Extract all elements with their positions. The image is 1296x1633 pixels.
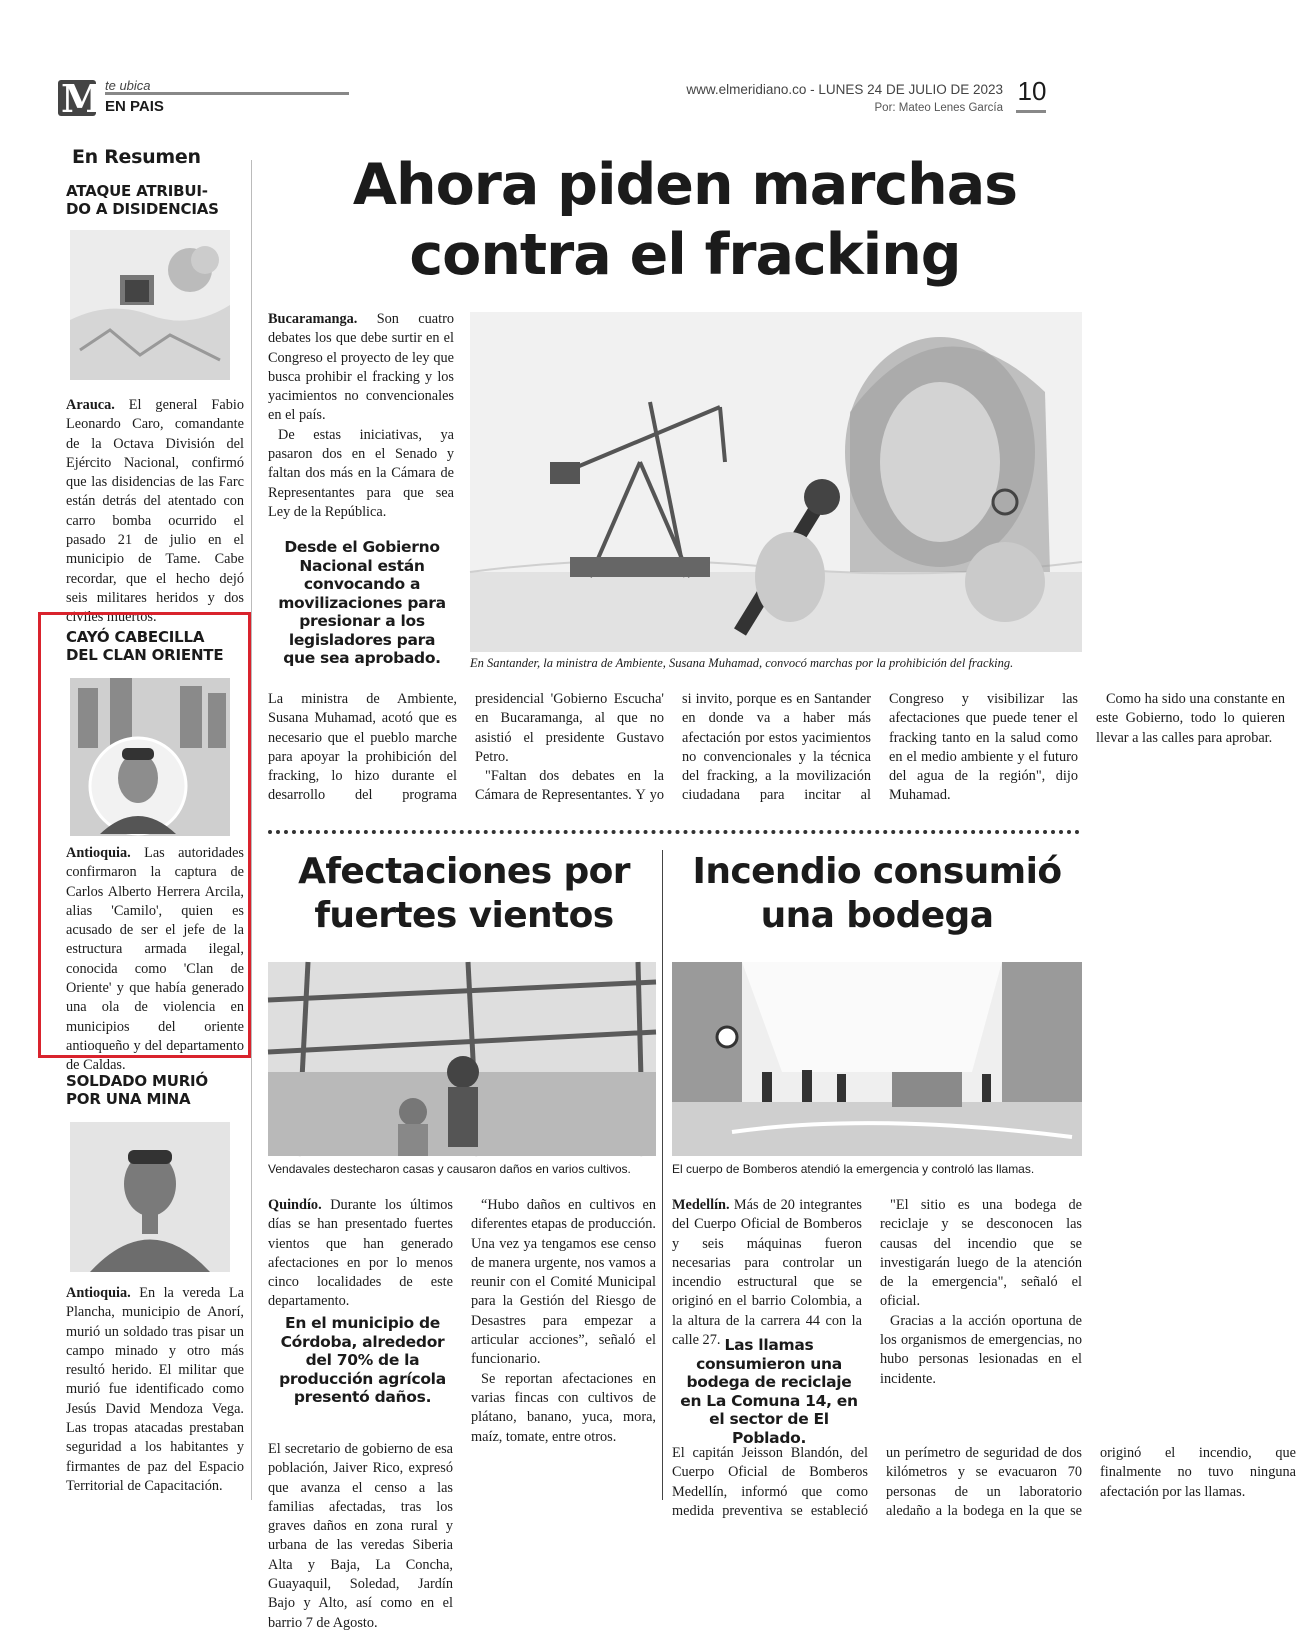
main-pull-quote: Desde el Gobierno Nacional están convocando a movilizaciones para presionar a los legisladores para que sea aprobado.: [278, 538, 446, 667]
page-number: 10: [1017, 76, 1047, 106]
fire-lead: Medellín.: [672, 1197, 730, 1213]
sidebar: [58, 142, 250, 1502]
winds-p1: Durante los últimos días se han presentado fuertes vientos que han generado afectaciones en por lo menos cinco localidades de este departamento.: [268, 1197, 453, 1310]
winds-p2-start: El secretario de gobierno de esa población, Jaiver Rico, expresó que avanza el censo a las familias afectadas, tras los graves daños en zona rural y urbana de las veredas Siberia Alta y Baja, La Concha, Guayaquil, Soledad, Jardín Bajo y Alto, así como en el barrio 7 de Agosto.: [268, 1441, 453, 1631]
story-divider: [662, 850, 663, 1500]
minister-and-pumpjack-image: [470, 312, 1082, 652]
fire-p4: Gracias a la acción oportuna de los organismos de emergencias, no hubo personas lesionadas en el incidente.: [880, 1312, 1082, 1387]
brief-photo-blast-site: [70, 230, 230, 380]
dateline: www.elmeridiano.co - LUNES 24 DE JULIO DE 2023: [686, 82, 1003, 97]
winds-photo: [268, 962, 656, 1156]
brief-body: [66, 396, 244, 628]
fire-body-col2: [880, 1196, 1082, 1389]
masthead: [58, 78, 1098, 120]
winds-body-col1: [268, 1440, 453, 1631]
section-name: EN PAIS: [105, 98, 164, 115]
brief-photo-soldier: [70, 1122, 230, 1272]
winds-p4: Se reportan afectaciones en varias fincas con cultivos de plátano, banano, yuca, mora, maíz, tomate, entre otros.: [471, 1370, 656, 1445]
fire-p3: "El sitio es una bodega de reciclaje y se desconocen las causas del incendio que se investigarán luego de la atención de la emergencia", señaló el oficial.: [880, 1197, 1082, 1310]
fire-intro: [672, 1196, 862, 1350]
brief-text: En la vereda La Plancha, municipio de Anorí, murió un soldado tras pisar un campo minado y otro más resultó herido. El militar que murió fue identificado como Jesús David Mendoza Vega. Las tropas atacadas prestaban seguridad a los habitantes y firmantes de paz del Espacio Territorial de Capacitación.: [66, 1285, 244, 1494]
burning-warehouse-image: [672, 962, 1082, 1156]
fire-body: [672, 1444, 1296, 1524]
winds-headline: Afectaciones por fuertes vientos: [298, 851, 630, 936]
main-body-p3: Como ha sido una constante en este Gobierno, todo lo quieren llevar a las calles para aprobar.: [1096, 691, 1285, 746]
main-headline: Ahora piden marchas contra el fracking: [352, 152, 1018, 288]
main-intro-p2: De estas iniciativas, ya pasaron dos en el Senado y faltan dos más en la Cámara de Representantes para que sea Ley de la República.: [268, 426, 454, 520]
winds-lead: Quindío.: [268, 1197, 322, 1213]
main-body-p1: La ministra de Ambiente, Susana Muhamad, acotó que es necesario que el pueblo marche para apoyar la prohibición del fracking, lo hizo durante el desarrollo del programa presidencial 'Gobierno Escucha' en Bucaramanga, al que no asistió el presidente Gustavo Petro.: [268, 691, 664, 804]
fire-headline: Incendio consumió una bodega: [692, 851, 1062, 936]
main-body-p2: "Faltan dos debates en la Cámara de Representantes. Y yo si invito, porque es en Santander en donde va a haber más afectación por estos yacimientos no convencionales y la técnica del fracking, a la movilización ciudadana para incitar al Congreso y visibilizar las afectaciones que puede tener el fracking tanto en la salud como en el medio ambiente y el futuro del agua de la región", dijo Muhamad.: [475, 691, 1078, 804]
section-rule: [105, 92, 349, 95]
sidebar-heading: En Resumen: [72, 146, 201, 168]
brief-text: El general Fabio Leonardo Caro, comandante de la Octava División del Ejército Nacional, confirmó que las disidencias de las Farc están detrás del atentado con carro bomba ocurrido el pasado 21 de julio en el municipio de Tame. Cabe recordar, que el hecho dejó seis militares heridos y dos civiles muertos.: [66, 397, 244, 626]
winds-intro: [268, 1196, 453, 1312]
brief-lead: Arauca.: [66, 397, 115, 413]
winds-photo-caption: Vendavales destecharon casas y causaron daños en varios cultivos.: [268, 1162, 631, 1176]
winds-pull-quote: En el municipio de Córdoba, alrededor del 70% de la producción agrícola presentó daños.: [279, 1314, 446, 1406]
fire-photo-caption: El cuerpo de Bomberos atendió la emergencia y controló las llamas.: [672, 1162, 1035, 1176]
logo-mark: [58, 76, 104, 121]
main-lead: Bucaramanga.: [268, 311, 358, 327]
page-number-rule: [1016, 110, 1046, 113]
main-body: [268, 690, 1285, 818]
winds-body-col2: [471, 1196, 656, 1447]
brief-photo-suspect: [70, 678, 230, 836]
soldier-portrait-image: [70, 1122, 230, 1272]
brief-lead: Antioquia.: [66, 845, 131, 861]
main-intro: [268, 310, 454, 522]
fire-p1: Más de 20 integrantes del Cuerpo Oficial de Bomberos y seis máquinas fueron necesarias para controlar un incendio estructural que se originó en el barrio Colombia, a la altura de la carrera 44 con la calle 27.: [672, 1197, 862, 1349]
brief-text: Las autoridades confirmaron la captura de Carlos Alberto Herrera Arcila, alias 'Camilo', quien es acusado de ser el jefe de la estructura armada ilegal, conocida como 'Clan de Oriente' y que había generado una ola de violencia en municipios del oriente antioqueño y del departamento de Caldas.: [66, 845, 244, 1074]
brief-lead: Antioquia.: [66, 1285, 131, 1301]
main-photo-caption: En Santander, la ministra de Ambiente, Susana Muhamad, convocó marchas por la prohibición del fracking.: [470, 656, 1014, 670]
brief-title: SOLDADO MURIÓ POR UNA MINA: [66, 1072, 208, 1108]
logo-letter: M: [61, 76, 104, 121]
damaged-roof-image: [268, 962, 656, 1156]
brief-title: CAYÓ CABECILLA DEL CLAN ORIENTE: [66, 628, 224, 664]
brief-body: [66, 1284, 244, 1496]
winds-p3: “Hubo daños en cultivos en diferentes etapas de producción. Una vez ya tengamos ese censo de manera urgente, nos vamos a reunir con el Comité Municipal para la Gestión del Riesgo de Desastres para empezar a articular acciones”, señaló el funcionario.: [471, 1197, 656, 1368]
brief-title: ATAQUE ATRIBUI- DO A DISIDENCIAS: [66, 182, 219, 218]
sidebar-divider: [251, 160, 252, 1500]
main-photo: [470, 312, 1082, 652]
fire-photo: [672, 962, 1082, 1156]
brief-body: [66, 844, 244, 1076]
suspect-portrait-image: [70, 678, 230, 836]
main-intro-p1: Son cuatro debates los que debe surtir en el Congreso el proyecto de ley que busca prohibir el fracking y los yacimientos no convencionales en el país.: [268, 311, 454, 424]
blast-site-image: [70, 230, 230, 380]
fire-pull-quote: Las llamas consumieron una bodega de reciclaje en La Comuna 14, en el sector de El Poblado.: [680, 1336, 858, 1447]
section-separator: [268, 830, 1080, 834]
fire-p2: El capitán Jeisson Blandón, del Cuerpo Oficial de Bomberos Medellín, informó que como medida preventiva se estableció un perímetro de seguridad de dos kilómetros y se evacuaron 70 personas de un laboratorio aledaño a la bodega en la que se originó el incendio, que finalmente no tuvo ninguna afectación por las llamas.: [672, 1445, 1296, 1519]
byline: Por: Mateo Lenes García: [874, 102, 1003, 114]
section-kicker: te ubica: [105, 78, 151, 93]
